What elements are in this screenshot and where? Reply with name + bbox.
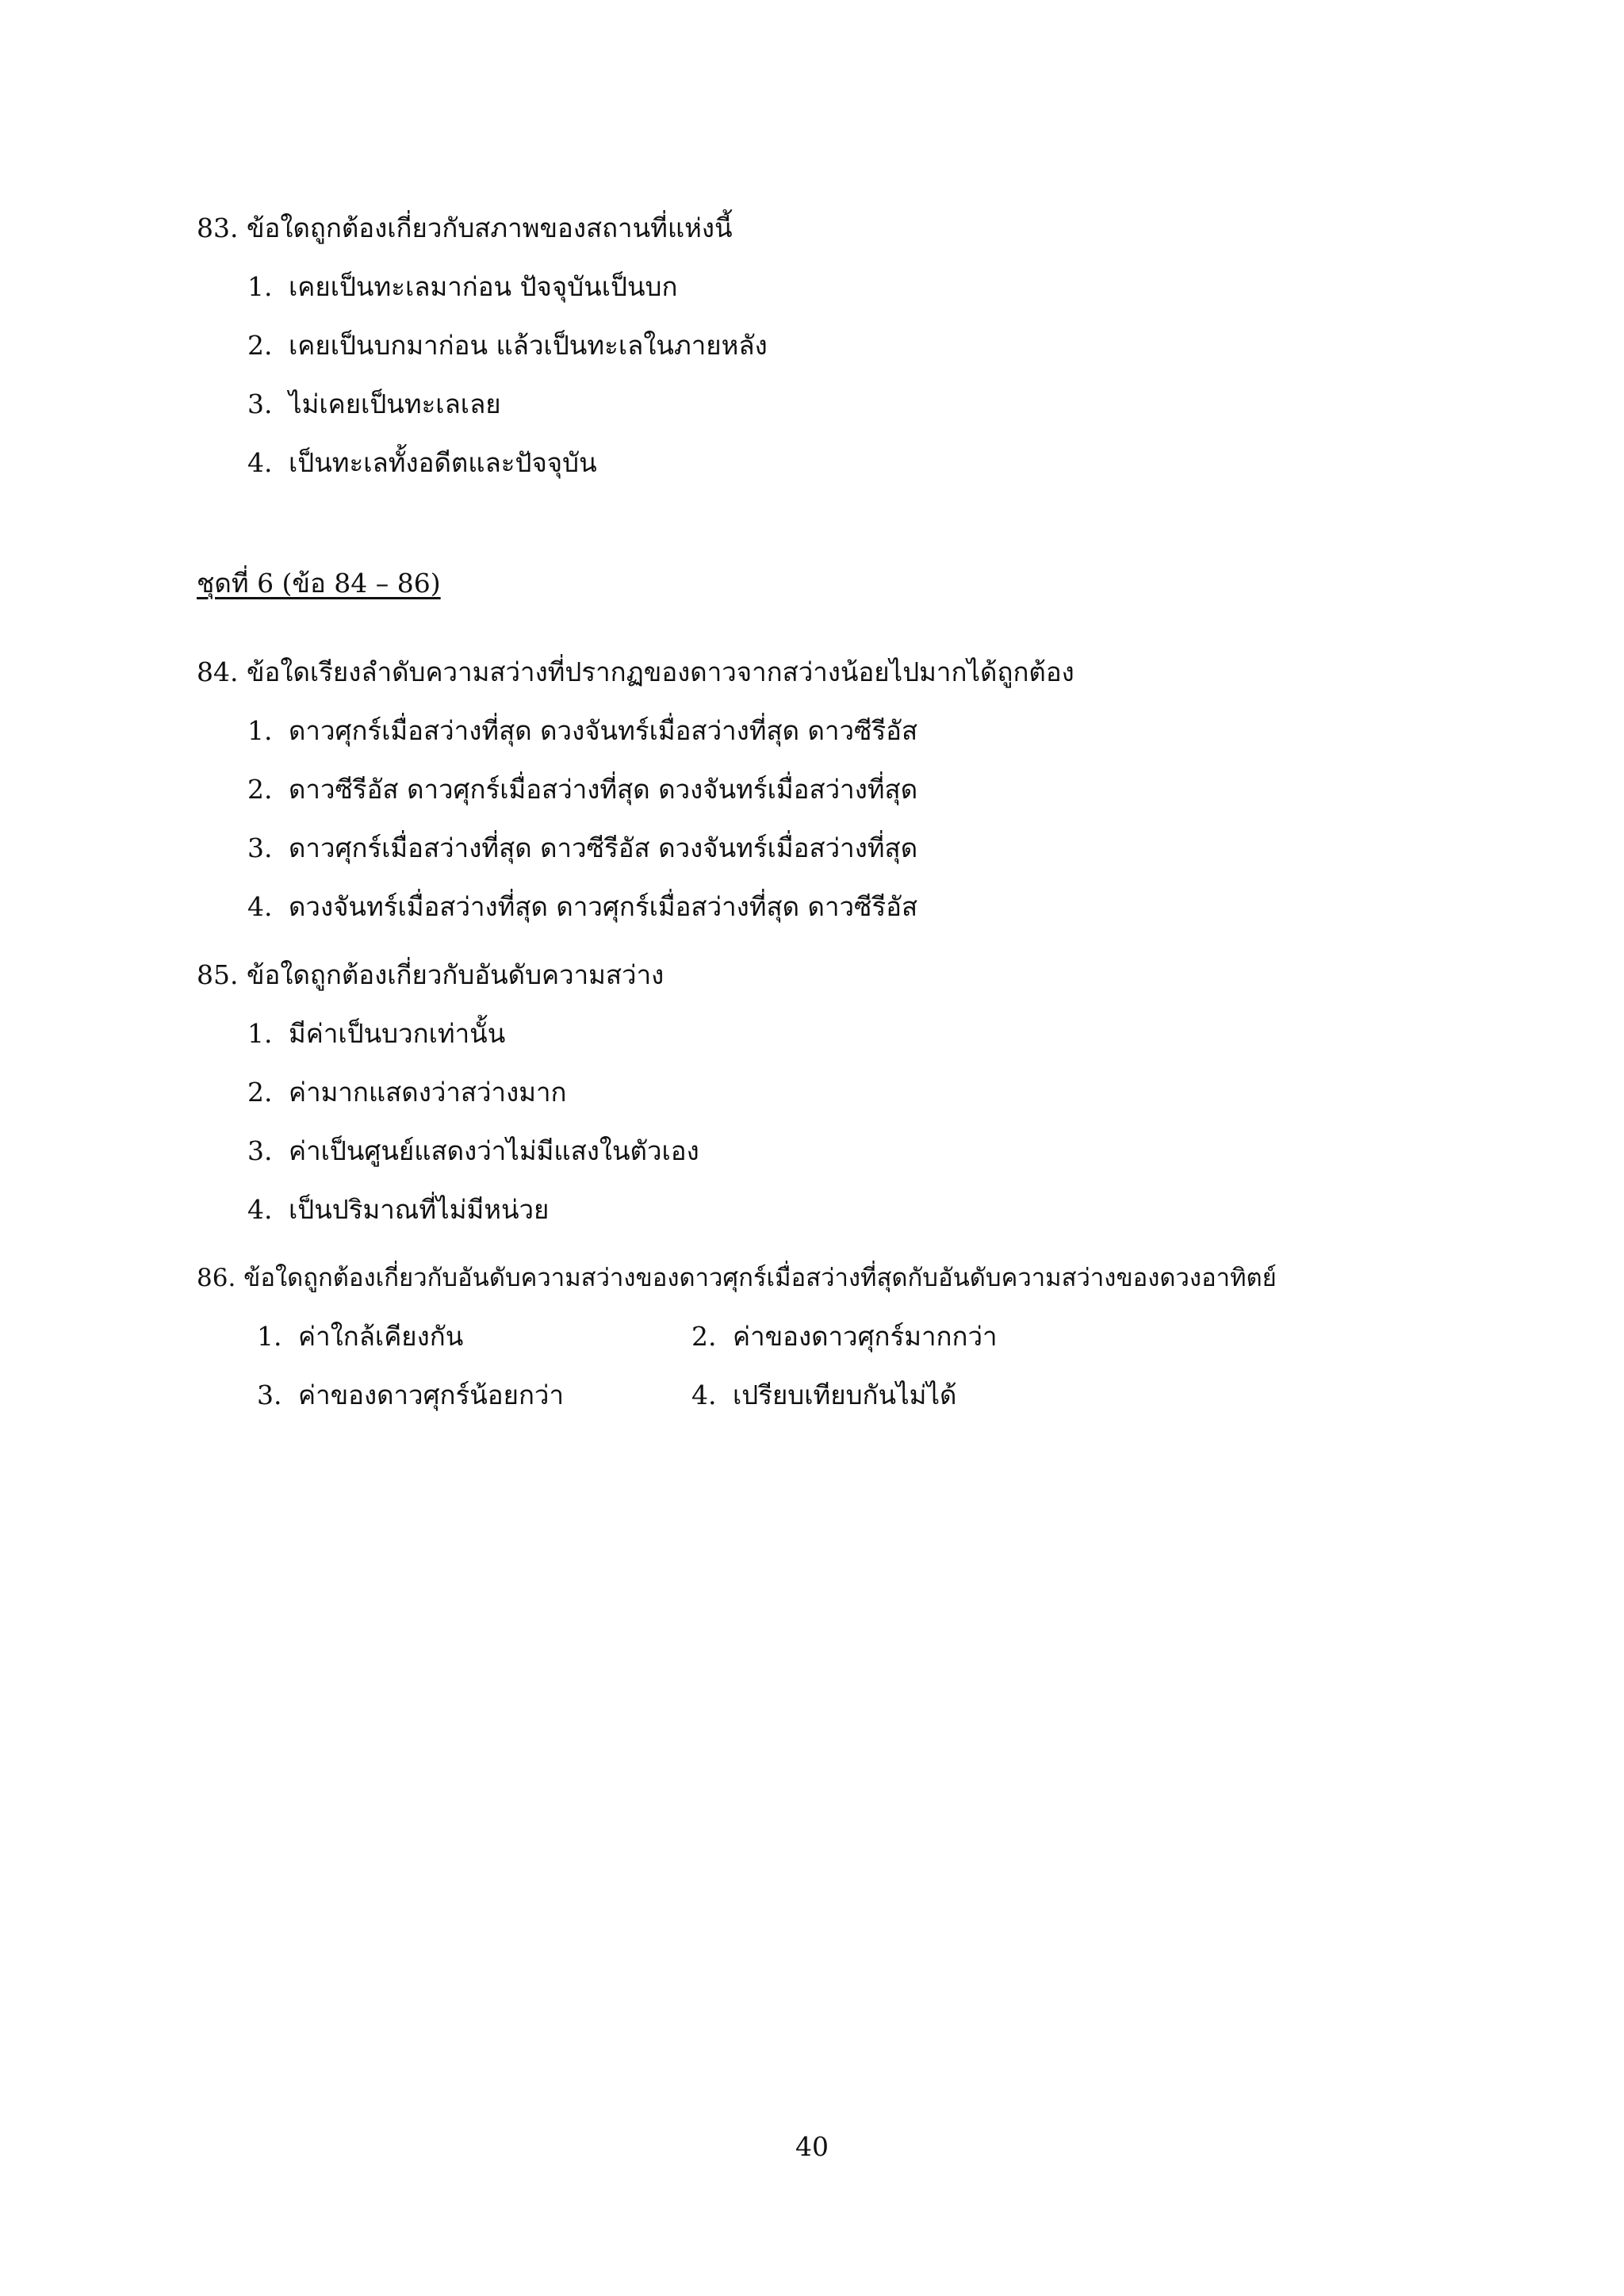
option-number: 4. (247, 1194, 273, 1225)
option-number: 1. (247, 715, 273, 746)
option-text: ค่ามากแสดงว่าสว่างมาก (289, 1077, 567, 1108)
option-text: เปรียบเทียบกันไม่ได้ (733, 1380, 957, 1410)
option-text: เคยเป็นบกมาก่อน แล้วเป็นทะเลในภายหลัง (289, 330, 768, 361)
q86-option-2 (691, 1319, 998, 1354)
q86-option-4 (691, 1378, 956, 1413)
option-text: ไม่เคยเป็นทะเลเลย (289, 388, 501, 419)
option-number: 1. (247, 271, 273, 302)
option-number: 4. (691, 1380, 717, 1410)
q85-option-2 (247, 1075, 566, 1110)
option-number: 1. (257, 1321, 282, 1352)
q84-option-2 (247, 772, 917, 807)
question-86: 86. ข้อใดถูกต้องเกี่ยวกับอันดับความสว่างของดาวศุกร์เมื่อสว่างที่สุดกับอันดับความสว่างของดวงอาทิตย์ (197, 1264, 1277, 1292)
option-text: เป็นปริมาณที่ไม่มีหน่วย (289, 1194, 550, 1225)
option-text: ดาวศุกร์เมื่อสว่างที่สุด ดวงจันทร์เมื่อสว่างที่สุด ดาวซีรีอัส (289, 715, 918, 746)
option-number: 4. (247, 447, 273, 478)
option-number: 3. (247, 388, 273, 419)
q85-option-1 (247, 1016, 505, 1051)
question-84: 84. ข้อใดเรียงลำดับความสว่างที่ปรากฏของดาวจากสว่างน้อยไปมากได้ถูกต้อง (197, 656, 1074, 687)
question-83: 83. ข้อใดถูกต้องเกี่ยวกับสภาพของสถานที่แห่งนี้ (197, 212, 733, 243)
option-number: 2. (247, 330, 273, 361)
option-number: 3. (257, 1380, 282, 1410)
question-85: 85. ข้อใดถูกต้องเกี่ยวกับอันดับความสว่าง (197, 959, 665, 990)
q83-option-2 (247, 328, 768, 363)
option-text: ค่าใกล้เคียงกัน (298, 1321, 464, 1352)
q85-option-4 (247, 1192, 549, 1227)
q83-option-3 (247, 387, 501, 422)
option-number: 3. (247, 832, 273, 863)
option-text: เคยเป็นทะเลมาก่อน ปัจจุบันเป็นบก (289, 271, 678, 302)
q86-option-3 (257, 1378, 564, 1413)
option-number: 2. (247, 1077, 273, 1108)
option-number: 4. (247, 891, 273, 922)
q84-option-1 (247, 714, 917, 748)
option-number: 3. (247, 1135, 273, 1166)
option-text: ค่าเป็นศูนย์แสดงว่าไม่มีแสงในตัวเอง (289, 1135, 699, 1166)
q84-option-3 (247, 831, 917, 866)
option-text: ดาวศุกร์เมื่อสว่างที่สุด ดาวซีรีอัส ดวงจันทร์เมื่อสว่างที่สุด (289, 832, 918, 863)
option-number: 2. (691, 1321, 717, 1352)
option-number: 2. (247, 774, 273, 805)
option-text: ค่าของดาวศุกร์น้อยกว่า (298, 1380, 564, 1410)
option-text: ดาวซีรีอัส ดาวศุกร์เมื่อสว่างที่สุด ดวงจันทร์เมื่อสว่างที่สุด (289, 774, 918, 805)
q85-option-3 (247, 1134, 699, 1169)
option-number: 1. (247, 1018, 273, 1049)
option-text: ดวงจันทร์เมื่อสว่างที่สุด ดาวศุกร์เมื่อสว่างที่สุด ดาวซีรีอัส (289, 891, 918, 922)
q83-option-1 (247, 270, 677, 304)
q83-option-4 (247, 446, 597, 480)
option-text: มีค่าเป็นบวกเท่านั้น (289, 1018, 506, 1049)
page-number: 40 (795, 2131, 829, 2162)
option-text: เป็นทะเลทั้งอดีตและปัจจุบัน (289, 447, 597, 478)
q86-option-1 (257, 1319, 463, 1354)
set-6-heading: ชุดที่ 6 (ข้อ 84 – 86) (197, 568, 441, 599)
option-text: ค่าของดาวศุกร์มากกว่า (733, 1321, 998, 1352)
q84-option-4 (247, 890, 917, 924)
